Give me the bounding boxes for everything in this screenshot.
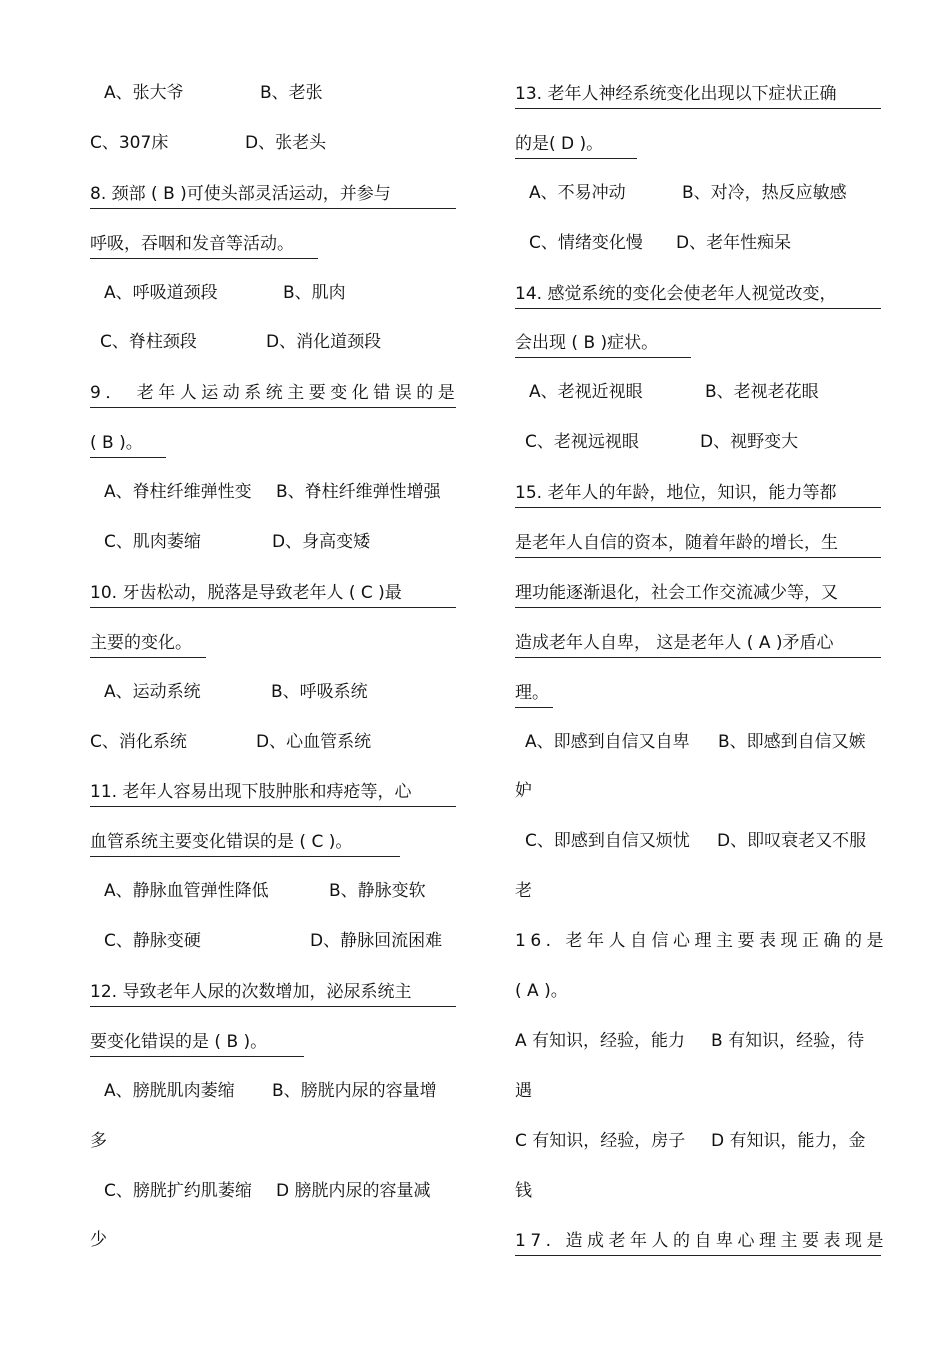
question-12-row2 [90, 1016, 458, 1066]
q8-option-c: C、脊柱颈段 [100, 332, 197, 353]
q12-option-d: D 膀胱内尿的容量减 [276, 1180, 431, 1201]
question-16 [515, 916, 888, 966]
question-16-row2 [515, 966, 883, 1016]
question-11 [90, 766, 458, 816]
q12-options-row2-cont [90, 1215, 458, 1265]
question-15 [515, 467, 883, 517]
question-14 [515, 268, 883, 318]
question-17-line1: 17. 造成老年人的自卑心理主要表现是 [515, 1215, 881, 1256]
question-17 [515, 1215, 888, 1265]
q15-option-d: D、即叹衰老又不服 [717, 831, 867, 852]
question-16-line2: ( A )。 [515, 981, 568, 1002]
question-9-line1: 9． 老年人运动系统主要变化错误的是 [90, 367, 456, 408]
question-11-line2: 血管系统主要变化错误的是 ( C )。 [90, 816, 400, 857]
q7-option-c: C、307床 [90, 132, 169, 153]
q14-option-b: B、老视老花眼 [705, 382, 819, 403]
question-9-row2 [90, 417, 458, 467]
q10-options-row2 [90, 717, 458, 767]
question-8 [90, 168, 458, 218]
question-15-row5 [515, 667, 883, 717]
q7-options-row2 [90, 118, 458, 168]
question-16-line1: 16. 老年人自信心理主要表现正确的是 [515, 931, 888, 952]
q12-option-d-cont: 少 [90, 1230, 107, 1251]
question-15-line5: 理。 [515, 667, 553, 708]
question-8-line1: 8. 颈部 ( B )可使头部灵活运动，并参与 [90, 168, 456, 209]
question-15-line4: 造成老年人自卑， 这是老年人 ( A )矛盾心 [515, 617, 881, 658]
question-10 [90, 567, 458, 617]
q11-options-row1 [90, 866, 458, 916]
q15-option-a: A、即感到自信又自卑 [525, 731, 690, 752]
q16-option-d: D 有知识，能力，金 [711, 1130, 866, 1151]
question-9 [90, 367, 458, 417]
q11-option-d: D、静脉回流困难 [310, 931, 443, 952]
q10-option-d: D、心血管系统 [256, 731, 372, 752]
q16-options-row1-cont [515, 1066, 883, 1116]
question-14-row2 [515, 317, 883, 367]
right-column [515, 68, 888, 1265]
q11-option-c: C、静脉变硬 [104, 931, 201, 952]
question-10-row2 [90, 617, 458, 667]
question-12-line2: 要变化错误的是 ( B )。 [90, 1016, 304, 1057]
question-15-row3 [515, 567, 883, 617]
question-13-row2 [515, 118, 883, 168]
q12-options-row1 [90, 1066, 458, 1116]
question-12 [90, 966, 458, 1016]
question-13-line2: 的是( D )。 [515, 118, 637, 159]
question-14-line1: 14. 感觉系统的变化会使老年人视觉改变， [515, 268, 881, 309]
q9-options-row2 [90, 517, 458, 567]
q16-option-c: C 有知识，经验，房子 [515, 1130, 686, 1151]
q15-options-row1-cont [515, 766, 883, 816]
q14-option-c: C、老视远视眼 [525, 432, 639, 453]
q14-options-row2 [515, 417, 883, 467]
q9-option-c: C、肌肉萎缩 [104, 532, 201, 553]
q16-option-b: B 有知识，经验，待 [711, 1030, 865, 1051]
question-15-line3: 理功能逐渐退化，社会工作交流减少等，又 [515, 567, 881, 608]
q15-options-row2 [515, 816, 883, 866]
q15-option-d-cont: 老 [515, 881, 532, 902]
question-15-line2: 是老年人自信的资本，随着年龄的增长，生 [515, 517, 881, 558]
q15-options-row2-cont [515, 866, 883, 916]
question-14-line2: 会出现 ( B )症状。 [515, 317, 691, 358]
question-10-line2: 主要的变化。 [90, 617, 206, 658]
q8-option-a: A、呼吸道颈段 [104, 282, 218, 303]
q16-options-row1 [515, 1016, 883, 1066]
q12-option-a: A、膀胱肌肉萎缩 [104, 1080, 235, 1101]
q11-options-row2 [90, 916, 458, 966]
question-15-row2 [515, 517, 883, 567]
q9-option-a: A、脊柱纤维弹性变 [104, 482, 252, 503]
question-15-line1: 15. 老年人的年龄，地位，知识，能力等都 [515, 467, 881, 508]
question-10-line1: 10. 牙齿松动，脱落是导致老年人 ( C )最 [90, 567, 456, 608]
q15-options-row1 [515, 717, 883, 767]
q14-option-d: D、视野变大 [700, 432, 799, 453]
q15-option-b: B、即感到自信又嫉 [718, 731, 866, 752]
q16-options-row2 [515, 1116, 883, 1166]
question-13-line1: 13. 老年人神经系统变化出现以下症状正确 [515, 68, 881, 109]
q12-option-b-cont: 多 [90, 1130, 107, 1151]
q16-option-b-cont: 遇 [515, 1080, 532, 1101]
q12-options-row1-cont [90, 1116, 458, 1166]
q13-options-row2 [515, 218, 883, 268]
q10-option-a: A、运动系统 [104, 681, 201, 702]
q12-option-c: C、膀胱扩约肌萎缩 [104, 1180, 252, 1201]
q7-option-b: B、老张 [260, 83, 323, 103]
q12-option-b: B、膀胱内尿的容量增 [272, 1080, 437, 1101]
q11-option-b: B、静脉变软 [329, 881, 426, 902]
q16-option-a: A 有知识，经验，能力 [515, 1030, 686, 1051]
q8-options-row1 [90, 268, 458, 318]
q8-options-row2 [90, 317, 458, 367]
question-13 [515, 68, 883, 118]
q14-options-row1 [515, 367, 883, 417]
question-8-row2 [90, 218, 458, 268]
q13-option-b: B、对冷，热反应敏感 [682, 182, 847, 203]
q7-option-d: D、张老头 [245, 132, 327, 153]
q13-options-row1 [515, 168, 883, 218]
q15-option-b-cont: 妒 [515, 781, 532, 802]
q16-option-d-cont: 钱 [515, 1180, 532, 1201]
left-column [90, 68, 458, 1265]
q10-option-b: B、呼吸系统 [271, 681, 368, 702]
q16-options-row2-cont [515, 1166, 883, 1216]
q10-options-row1 [90, 667, 458, 717]
q7-option-a: A、张大爷 [104, 83, 184, 103]
question-9-line2: ( B )。 [90, 417, 166, 458]
q10-option-c: C、消化系统 [90, 731, 187, 752]
question-12-line1: 12. 导致老年人尿的次数增加，泌尿系统主 [90, 966, 456, 1007]
question-11-row2 [90, 816, 458, 866]
q13-option-d: D、老年性痴呆 [676, 232, 792, 253]
q14-option-a: A、老视近视眼 [529, 382, 643, 403]
q7-options-row1 [90, 68, 458, 118]
q9-option-b: B、脊柱纤维弹性增强 [276, 482, 441, 503]
q9-option-d: D、身高变矮 [272, 532, 371, 553]
q12-options-row2 [90, 1166, 458, 1216]
question-8-line2: 呼吸，吞咽和发音等活动。 [90, 218, 318, 259]
question-11-line1: 11. 老年人容易出现下肢肿胀和痔疮等，心 [90, 766, 456, 807]
question-15-row4 [515, 617, 883, 667]
q11-option-a: A、静脉血管弹性降低 [104, 881, 269, 902]
q9-options-row1 [90, 467, 458, 517]
q13-option-c: C、情绪变化慢 [529, 232, 643, 253]
q13-option-a: A、不易冲动 [529, 182, 626, 203]
q15-option-c: C、即感到自信又烦忧 [525, 831, 690, 852]
q8-option-b: B、肌肉 [283, 282, 346, 303]
q8-option-d: D、消化道颈段 [266, 332, 382, 353]
